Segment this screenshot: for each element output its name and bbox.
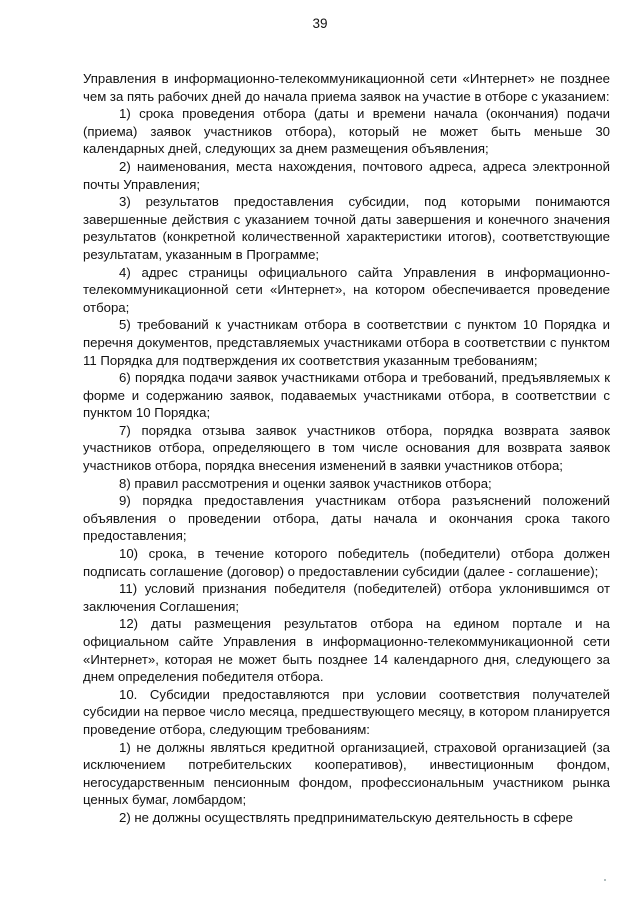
page-number: 39 (312, 16, 328, 31)
list-item: 3) результатов предоставления субсидии, под которыми понимаются завершенные действия с указанием точной даты завершения и конечного значения результатов (конкретной количественной характеристики итогов), соответствующие результатам, указанным в Программе; (83, 194, 610, 262)
list-item: 9) порядка предоставления участникам отбора разъяснений положений объявления о проведении отбора, даты начала и окончания срока такого предоставления; (83, 493, 610, 544)
list-item: 1) срока проведения отбора (даты и времени начала (окончания) подачи (приема) заявок участников отбора), который не может быть меньше 30 календарных дней, следующих за днем размещения объявления; (83, 106, 610, 157)
list-item: 5) требований к участникам отбора в соответствии с пунктом 10 Порядка и перечня документов, представляемых участниками отбора в соответствии с пунктом 11 Порядка для подтверждения их соответствия указанным требованиям; (83, 317, 610, 368)
list-item: 10) срока, в течение которого победитель (победители) отбора должен подписать соглашение (договор) о предоставлении субсидии (далее - соглашение); (83, 546, 610, 579)
document-body (83, 70, 610, 827)
list-item: 2) не должны осуществлять предпринимательскую деятельность в сфере (119, 809, 573, 825)
list-item: 8) правил рассмотрения и оценки заявок участников отбора; (119, 475, 492, 491)
scan-speck (604, 879, 606, 881)
list-item: 6) порядка подачи заявок участниками отбора и требований, предъявляемых к форме и содержанию заявок, подаваемых участниками отбора, в соответствии с пунктом 10 Порядка; (83, 370, 610, 421)
list-item: 1) не должны являться кредитной организацией, страховой организацией (за исключением потребительских кооперативов), инвестиционным фондом, негосударственным пенсионным фондом, профессиональным участником рынка ценных бумаг, ломбардом; (83, 739, 610, 808)
list-item: 2) наименования, места нахождения, почтового адреса, адреса электронной почты Управления; (83, 158, 610, 192)
list-item: 7) порядка отзыва заявок участников отбора, порядка возврата заявок участников отбора, определяющего в том числе основания для возврата заявок участников отбора, порядка внесения изменений в заявки участников отбора; (83, 422, 610, 474)
list-item: 4) адрес страницы официального сайта Управления в информационно-телекоммуникационной сети «Интернет», на котором обеспечивается проведение отбора; (83, 264, 610, 315)
section-paragraph: 10. Субсидии предоставляются при условии соответствия получателей субсидии на первое число месяца, предшествующего месяцу, в котором планируется проведение отбора, следующим требованиям: (83, 686, 610, 737)
list-item: 12) даты размещения результатов отбора на едином портале и на официальном сайте Управления в информационно-телекоммуникационной сети «Интернет», которая не может быть позднее 14 календарного дня, следующего за днем определения победителя отбора. (83, 616, 610, 685)
list-item: 11) условий признания победителя (победителей) отбора уклонившимся от заключения Соглашения; (83, 581, 610, 614)
paragraph: Управления в информационно-телекоммуникационной сети «Интернет» не позднее чем за пять рабочих дней до начала приема заявок на участие в отборе с указанием: (83, 71, 610, 104)
